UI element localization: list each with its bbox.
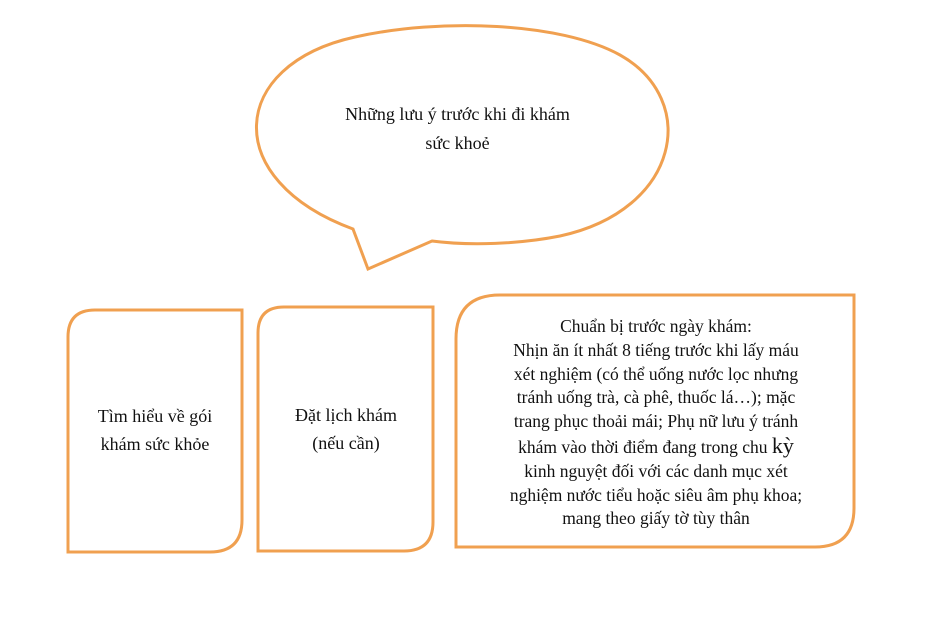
box-book-appointment-text bbox=[260, 307, 432, 551]
box-line-part: khám vào thời điểm đang trong chu bbox=[518, 436, 768, 457]
box-line: Tìm hiểu về gói bbox=[97, 406, 213, 426]
box-find-package-text bbox=[70, 310, 240, 550]
box-line: Nhịn ăn ít nhất 8 tiếng trước khi lấy máu bbox=[513, 339, 799, 360]
box-line: nghiệm nước tiểu hoặc siêu âm phụ khoa; bbox=[509, 484, 803, 505]
box-line: mang theo giấy tờ tùy thân bbox=[562, 508, 750, 529]
bubble-line: Những lưu ý trước khi đi khám bbox=[345, 104, 570, 124]
box-line-part: kỳ bbox=[771, 432, 794, 458]
box-line: kinh nguyệt đối với các danh mục xét bbox=[524, 460, 788, 481]
box-preparation-text bbox=[470, 315, 842, 530]
box-line: trang phục thoải mái; Phụ nữ lưu ý tránh bbox=[513, 411, 799, 432]
box-line: Chuẩn bị trước ngày khám: bbox=[560, 316, 752, 336]
box-line: xét nghiệm (có thể uống nước lọc nhưng bbox=[513, 363, 799, 384]
box-line: tránh uống trà, cà phê, thuốc lá…); mặc bbox=[516, 387, 796, 408]
box-line bbox=[470, 434, 842, 460]
box-line: Đặt lịch khám bbox=[295, 405, 397, 425]
bubble-line: sức khoẻ bbox=[425, 133, 490, 153]
bubble-title bbox=[300, 100, 615, 158]
box-line: (nếu cần) bbox=[312, 433, 380, 453]
box-line: khám sức khỏe bbox=[100, 434, 210, 454]
